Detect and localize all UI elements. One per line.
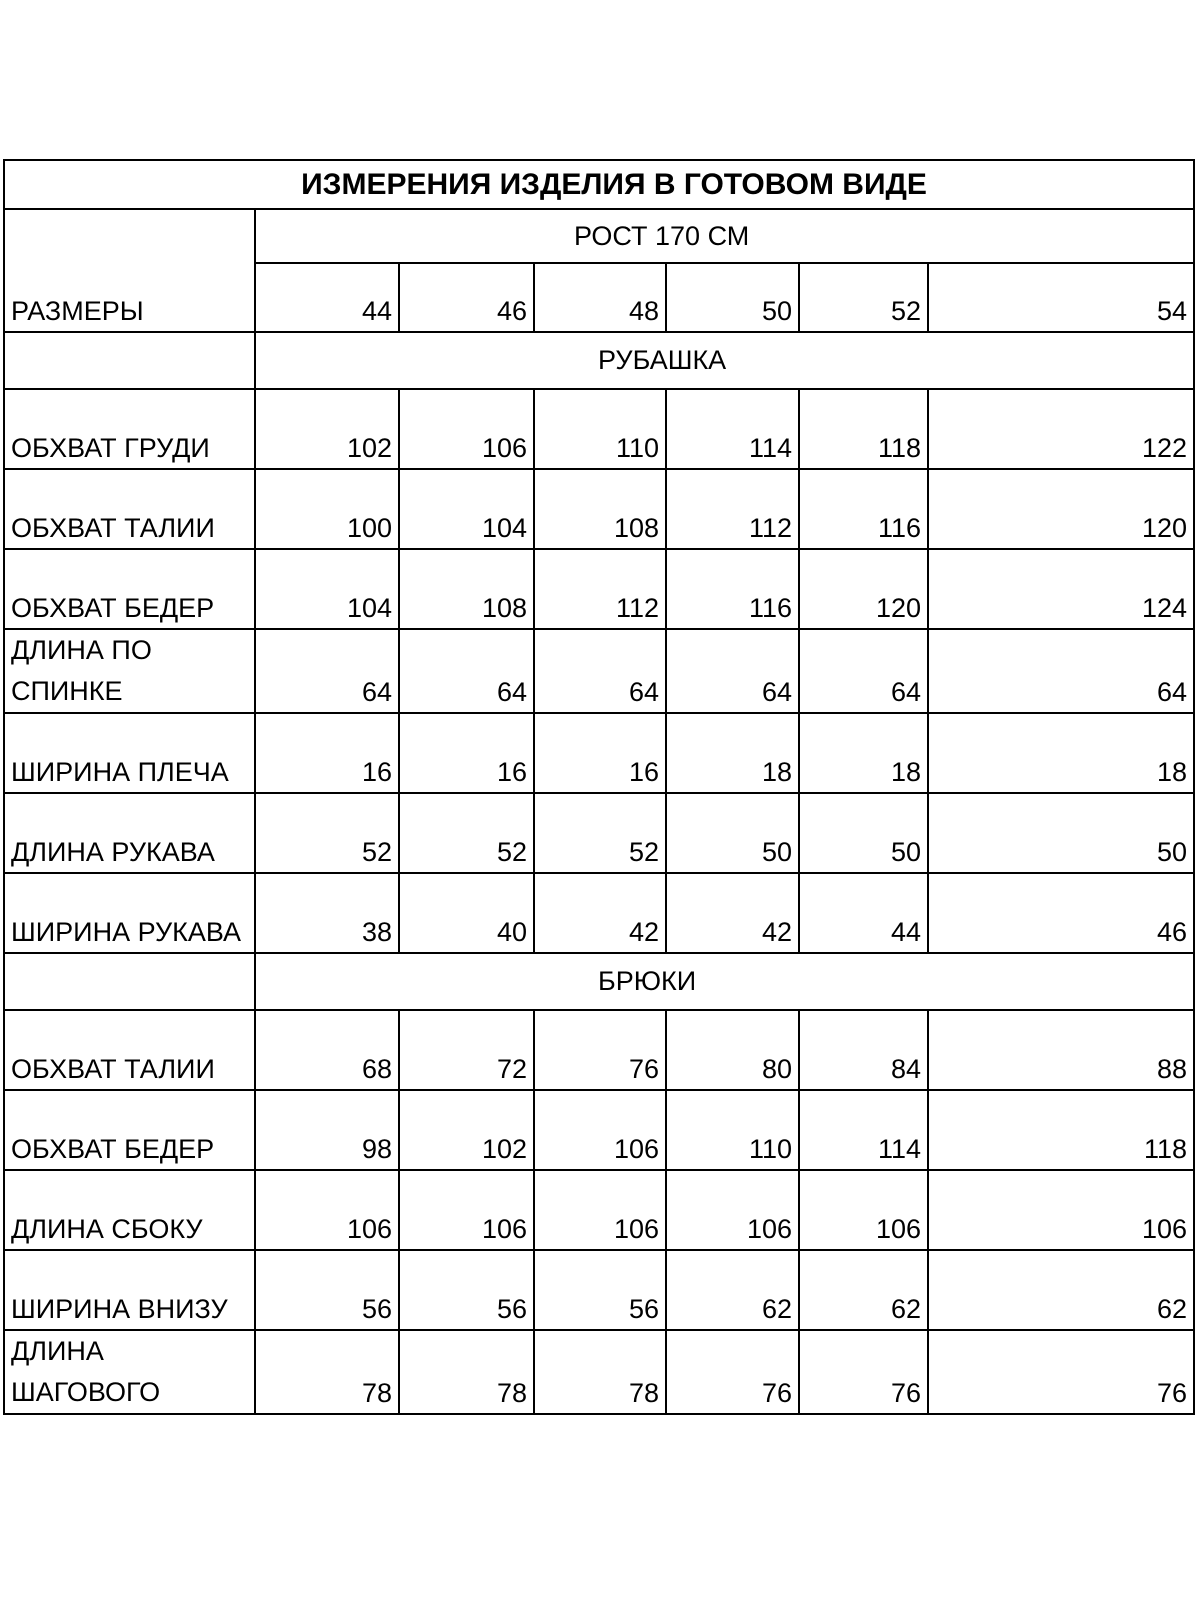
table-row (4, 1090, 1194, 1170)
table-row (4, 389, 1194, 469)
sizes-label: РАЗМЕРЫ (4, 209, 255, 332)
table-cell: 64 (534, 629, 666, 713)
row-label: ШИРИНА РУКАВА (4, 873, 255, 953)
table-cell: 108 (399, 549, 534, 629)
table-cell: 46 (928, 873, 1194, 953)
table-cell: 80 (666, 1010, 799, 1090)
table-cell: 18 (928, 713, 1194, 793)
height-label: РОСТ 170 СМ (255, 209, 1194, 263)
table-cell: 110 (666, 1090, 799, 1170)
table-cell: 72 (399, 1010, 534, 1090)
table-cell: 106 (799, 1170, 928, 1250)
table-row (4, 1330, 1194, 1414)
table-cell: 104 (399, 469, 534, 549)
table-cell: 44 (799, 873, 928, 953)
table-cell: 42 (666, 873, 799, 953)
table-cell: 62 (799, 1250, 928, 1330)
table-cell: 106 (534, 1170, 666, 1250)
table-cell: 116 (799, 469, 928, 549)
table-cell: 114 (666, 389, 799, 469)
table-cell: 50 (799, 793, 928, 873)
row-label: ДЛИНА ШАГОВОГО (4, 1330, 255, 1414)
table-cell: 52 (399, 793, 534, 873)
table-cell: 100 (255, 469, 399, 549)
table-row (4, 469, 1194, 549)
table-cell: 52 (255, 793, 399, 873)
table-cell: 16 (399, 713, 534, 793)
table-row (4, 549, 1194, 629)
table-cell: 120 (928, 469, 1194, 549)
size-chart-table (3, 159, 1195, 1415)
table-cell: 120 (799, 549, 928, 629)
table-cell: 64 (399, 629, 534, 713)
row-label: ОБХВАТ ТАЛИИ (4, 1010, 255, 1090)
table-row (4, 873, 1194, 953)
size-44: 44 (255, 263, 399, 332)
table-cell: 76 (799, 1330, 928, 1414)
table-cell: 106 (534, 1090, 666, 1170)
row-label: ОБХВАТ ТАЛИИ (4, 469, 255, 549)
table-row (4, 793, 1194, 873)
table-cell: 56 (399, 1250, 534, 1330)
table-cell: 50 (666, 793, 799, 873)
size-46: 46 (399, 263, 534, 332)
table-row (4, 1250, 1194, 1330)
table-cell: 16 (255, 713, 399, 793)
table-cell: 76 (534, 1010, 666, 1090)
table-cell: 16 (534, 713, 666, 793)
table-cell: 42 (534, 873, 666, 953)
table-cell: 18 (666, 713, 799, 793)
table-cell: 56 (534, 1250, 666, 1330)
table-cell: 62 (666, 1250, 799, 1330)
section-blank-cell (4, 953, 255, 1010)
table-row (4, 1010, 1194, 1090)
table-cell: 106 (255, 1170, 399, 1250)
table-cell: 106 (666, 1170, 799, 1250)
section-shirt-label: РУБАШКА (255, 332, 1194, 389)
section-blank-cell (4, 332, 255, 389)
table-cell: 68 (255, 1010, 399, 1090)
size-50: 50 (666, 263, 799, 332)
table-row (4, 713, 1194, 793)
table-cell: 98 (255, 1090, 399, 1170)
row-label: ОБХВАТ БЕДЕР (4, 1090, 255, 1170)
row-label: ДЛИНА РУКАВА (4, 793, 255, 873)
table-cell: 78 (399, 1330, 534, 1414)
table-cell: 56 (255, 1250, 399, 1330)
table-cell: 112 (666, 469, 799, 549)
section-trousers-label: БРЮКИ (255, 953, 1194, 1010)
table-cell: 124 (928, 549, 1194, 629)
table-cell: 64 (666, 629, 799, 713)
table-cell: 76 (666, 1330, 799, 1414)
table-row (4, 1170, 1194, 1250)
row-label: ОБХВАТ ГРУДИ (4, 389, 255, 469)
table-cell: 78 (534, 1330, 666, 1414)
table-cell: 64 (928, 629, 1194, 713)
table-title: ИЗМЕРЕНИЯ ИЗДЕЛИЯ В ГОТОВОМ ВИДЕ (4, 160, 1194, 209)
table-cell: 40 (399, 873, 534, 953)
table-cell: 106 (928, 1170, 1194, 1250)
table-cell: 114 (799, 1090, 928, 1170)
row-label: ОБХВАТ БЕДЕР (4, 549, 255, 629)
table-cell: 62 (928, 1250, 1194, 1330)
size-52: 52 (799, 263, 928, 332)
table-cell: 76 (928, 1330, 1194, 1414)
row-label: ШИРИНА ПЛЕЧА (4, 713, 255, 793)
table-cell: 50 (928, 793, 1194, 873)
table-cell: 118 (928, 1090, 1194, 1170)
table-cell: 102 (399, 1090, 534, 1170)
table-cell: 38 (255, 873, 399, 953)
table-cell: 106 (399, 1170, 534, 1250)
table-cell: 84 (799, 1010, 928, 1090)
table-cell: 112 (534, 549, 666, 629)
table-cell: 122 (928, 389, 1194, 469)
table-cell: 116 (666, 549, 799, 629)
row-label: ДЛИНА ПО СПИНКЕ (4, 629, 255, 713)
table-cell: 64 (799, 629, 928, 713)
table-row (4, 629, 1194, 713)
table-cell: 106 (399, 389, 534, 469)
table-cell: 102 (255, 389, 399, 469)
size-54: 54 (928, 263, 1194, 332)
table-cell: 64 (255, 629, 399, 713)
row-label: ДЛИНА СБОКУ (4, 1170, 255, 1250)
table-cell: 118 (799, 389, 928, 469)
table-cell: 88 (928, 1010, 1194, 1090)
table-cell: 78 (255, 1330, 399, 1414)
table-cell: 18 (799, 713, 928, 793)
table-cell: 110 (534, 389, 666, 469)
row-label: ШИРИНА ВНИЗУ (4, 1250, 255, 1330)
table-cell: 104 (255, 549, 399, 629)
table-cell: 108 (534, 469, 666, 549)
size-48: 48 (534, 263, 666, 332)
table-cell: 52 (534, 793, 666, 873)
